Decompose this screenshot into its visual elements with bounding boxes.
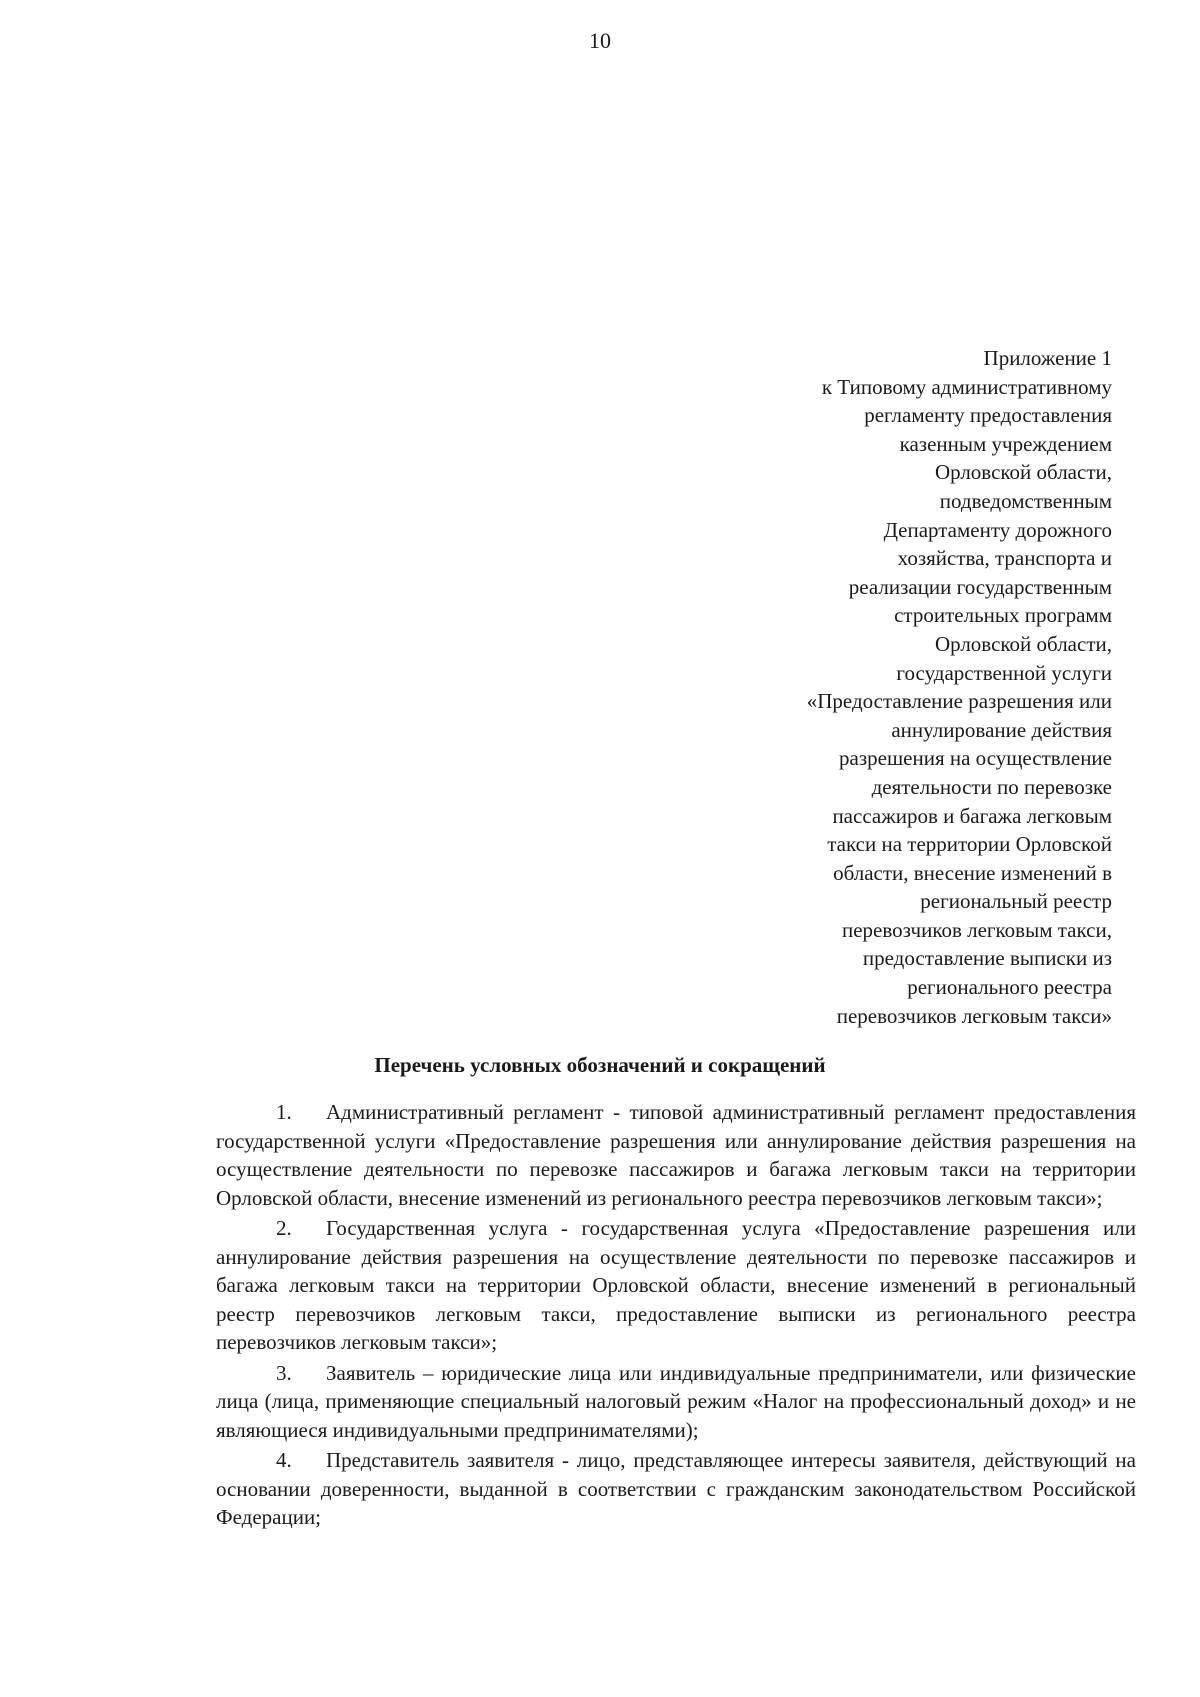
appendix-header-line: разрешения на осуществление — [839, 746, 1112, 771]
appendix-header-line: аннулирование действия — [891, 717, 1112, 742]
section-title: Перечень условных обозначений и сокращений — [374, 1053, 826, 1077]
appendix-header-line: Приложение 1 — [983, 346, 1112, 370]
appendix-header-line: перевозчиков легковым такси, — [842, 917, 1112, 942]
appendix-header-line: области, внесение изменений в — [833, 860, 1112, 885]
appendix-header-line: региональный реестр — [920, 889, 1112, 914]
appendix-header-line: Орловской области, — [934, 460, 1112, 485]
appendix-header-line: предоставление выписки из — [862, 946, 1112, 971]
list-item — [216, 1446, 1136, 1532]
appendix-header-line: казенным учреждением — [899, 431, 1112, 456]
list-item-number: 3. — [276, 1360, 292, 1385]
list-item-text: Заявитель – юридические лица или индивидуальные предприниматели, или физические лица (лица, применяющие специальный налоговый режим «Налог на профессиональный доход» и не являющиеся индивидуальными предпринимателями); — [216, 1360, 1136, 1442]
list-item-text: Представитель заявителя - лицо, представляющее интересы заявителя, действующий на основании доверенности, выданной в соответствии с гражданским законодательством Российской Федерации; — [216, 1448, 1136, 1529]
appendix-header-line: регионального реестра — [907, 975, 1112, 1000]
appendix-header-line: перевозчиков легковым такси» — [836, 1003, 1112, 1028]
list-item-number: 1. — [276, 1100, 292, 1124]
list-item-text: Государственная услуга - государственная услуга «Предоставление разрешения или аннулирование действия разрешения на осуществление деятельности по перевозке пассажиров и багажа легковым такси на территории Орловской области, внесение изменений в региональный реестр перевозчиков легковым такси, предоставление выписки из регионального реестра перевозчиков легковым такси»; — [216, 1216, 1136, 1354]
page-number: 10 — [589, 28, 611, 53]
appendix-header-line: строительных программ — [894, 603, 1112, 628]
appendix-header-line: регламенту предоставления — [864, 403, 1112, 428]
appendix-header-line: подведомственным — [939, 488, 1112, 513]
list-item-number: 2. — [276, 1216, 292, 1240]
appendix-header-line: реализации государственным — [848, 574, 1112, 599]
appendix-header — [807, 344, 1112, 1030]
abbreviations-list — [216, 1098, 1136, 1534]
appendix-header-line: Орловской области, — [934, 631, 1112, 656]
appendix-header-line: государственной услуги — [896, 660, 1112, 685]
list-item-text: Административный регламент - типовой административный регламент предоставления государственной услуги «Предоставление разрешения или аннулирование действия разрешения на осуществление деятельности по перевозке пассажиров и багажа легковым такси на территории Орловской области, внесение изменений из регионального реестра перевозчиков легковым такси»; — [216, 1100, 1136, 1210]
appendix-header-line: Департаменту дорожного — [883, 517, 1112, 542]
appendix-header-line: «Предоставление разрешения или — [806, 689, 1112, 714]
appendix-header-line: такси на территории Орловской — [827, 832, 1112, 857]
list-item — [216, 1214, 1136, 1357]
appendix-header-line: к Типовому административному — [821, 374, 1112, 399]
list-item-number: 4. — [276, 1448, 292, 1472]
list-item — [216, 1098, 1136, 1212]
appendix-header-line: деятельности по перевозке — [871, 774, 1112, 799]
list-item — [216, 1359, 1136, 1445]
appendix-header-line: пассажиров и багажа легковым — [832, 803, 1112, 828]
appendix-header-line: хозяйства, транспорта и — [897, 546, 1112, 571]
